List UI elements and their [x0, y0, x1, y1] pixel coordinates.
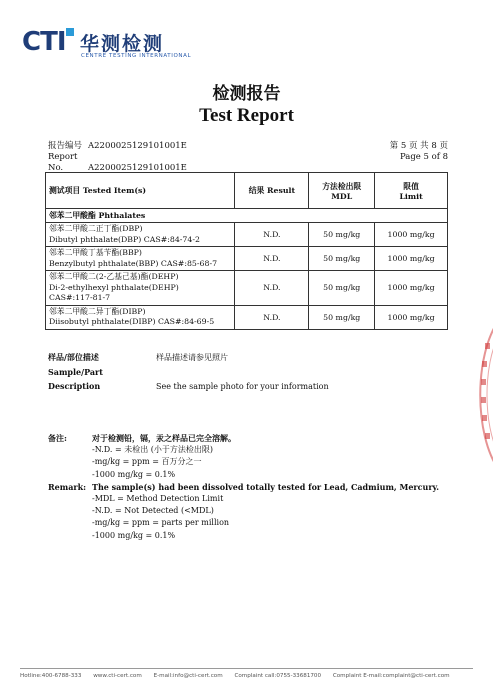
header-mdl: 方法检出限 MDL [309, 173, 375, 209]
item-limit: 1000 mg/kg [375, 247, 448, 271]
report-title-cn: 检测报告 [212, 84, 281, 104]
table-row [46, 271, 448, 306]
header-limit: 限值 Limit [375, 173, 448, 209]
item-limit: 1000 mg/kg [375, 223, 448, 247]
item-mdl: 50 mg/kg [309, 223, 375, 247]
remarks-head-cn: 对于检测铅，镉，汞之样品已完全溶解。 [92, 433, 236, 443]
footer-website: www.cti-cert.com [93, 673, 142, 679]
report-number-block [48, 141, 187, 174]
item-result: N.D. [235, 271, 309, 306]
item-name: 邻苯二甲酸二异丁酯(DIBP) Diisobutyl phthalate(DIBP) CAS#:84-69-5 [46, 305, 235, 329]
sample-value-cn: 样品描述请参见照片 [156, 353, 228, 362]
seal-stamp [469, 315, 493, 475]
group-row [46, 209, 448, 223]
footer-complaint-email: Complaint E-mail:complaint@cti-cert.com [332, 673, 450, 679]
footer-complaint-call: Complaint call:0755-33681700 [234, 673, 322, 679]
page-number-en: Page 5 of 8 [399, 152, 448, 162]
report-number-value-en: A2200025129101001E [88, 163, 187, 173]
remarks-line-cn: -N.D. = 未检出 (小于方法检出限) [92, 445, 213, 455]
item-result: N.D. [235, 305, 309, 329]
item-limit: 1000 mg/kg [375, 271, 448, 306]
item-result: N.D. [235, 223, 309, 247]
remarks-block [48, 432, 468, 542]
report-number-label-cn: 报告编号 [48, 141, 83, 151]
remarks-line-en: -mg/kg = ppm = parts per million [92, 518, 230, 528]
sample-description [48, 350, 329, 394]
item-result: N.D. [235, 247, 309, 271]
footer-email: E-mail:info@cti-cert.com [153, 673, 223, 679]
header-tested-item: 测试项目 Tested Item(s) [46, 173, 235, 209]
footer [20, 673, 480, 679]
report-title-en: Test Report [199, 105, 294, 126]
footer-hotline: Hotline:400-6788-333 [20, 673, 82, 679]
sample-label-en: Sample/Part Description [48, 367, 103, 391]
logo-accent-square [66, 28, 74, 36]
item-name: 邻苯二甲酸丁基苄酯(BBP) Benzylbutyl phthalate(BBP) CAS#:85-68-7 [46, 247, 235, 271]
table-row [46, 247, 448, 271]
table-header-row [46, 173, 448, 209]
item-mdl: 50 mg/kg [309, 247, 375, 271]
logo-name-cn: 华测检测 [80, 33, 165, 55]
table-row [46, 223, 448, 247]
page-number-cn: 第 5 页 共 8 页 [389, 141, 448, 151]
remarks-line-en: -N.D. = Not Detected (<MDL) [92, 506, 214, 516]
group-phthalates: 邻苯二甲酸酯 Phthalates [46, 209, 448, 223]
remarks-line-en: -1000 mg/kg = 0.1% [92, 530, 176, 540]
sample-label-cn: 样品/部位描述 [48, 352, 99, 362]
report-number-value: A2200025129101001E [88, 141, 187, 151]
header-result: 结果 Result [235, 173, 309, 209]
item-mdl: 50 mg/kg [309, 271, 375, 306]
table-row [46, 305, 448, 329]
item-mdl: 50 mg/kg [309, 305, 375, 329]
remarks-label-cn: 备注: [48, 433, 67, 443]
footer-divider [20, 668, 473, 669]
item-name: 邻苯二甲酸二(2-乙基己基)酯(DEHP) Di-2-ethylhexyl phthalate(DEHP) CAS#:117-81-7 [46, 271, 235, 306]
results-table [45, 172, 448, 330]
remarks-line-cn: -1000 mg/kg = 0.1% [92, 469, 176, 479]
item-name: 邻苯二甲酸二正丁酯(DBP) Dibutyl phthalate(DBP) CAS#:84-74-2 [46, 223, 235, 247]
logo-mark: CTI [22, 27, 66, 57]
remarks-line-cn: -mg/kg = ppm = 百万分之一 [92, 457, 202, 467]
remarks-line-en: -MDL = Method Detection Limit [92, 494, 224, 504]
page-number-block [390, 141, 448, 163]
logo-tagline: CENTRE TESTING INTERNATIONAL [81, 53, 192, 59]
item-limit: 1000 mg/kg [375, 305, 448, 329]
report-number-label-en: Report No. [48, 152, 78, 173]
sample-value-en: See the sample photo for your information [156, 382, 329, 391]
remarks-head-en: The sample(s) had been dissolved totally tested for Lead, Cadmium, Mercury. [92, 481, 440, 492]
remarks-label-en: Remark: [48, 481, 87, 492]
company-logo [22, 27, 222, 63]
